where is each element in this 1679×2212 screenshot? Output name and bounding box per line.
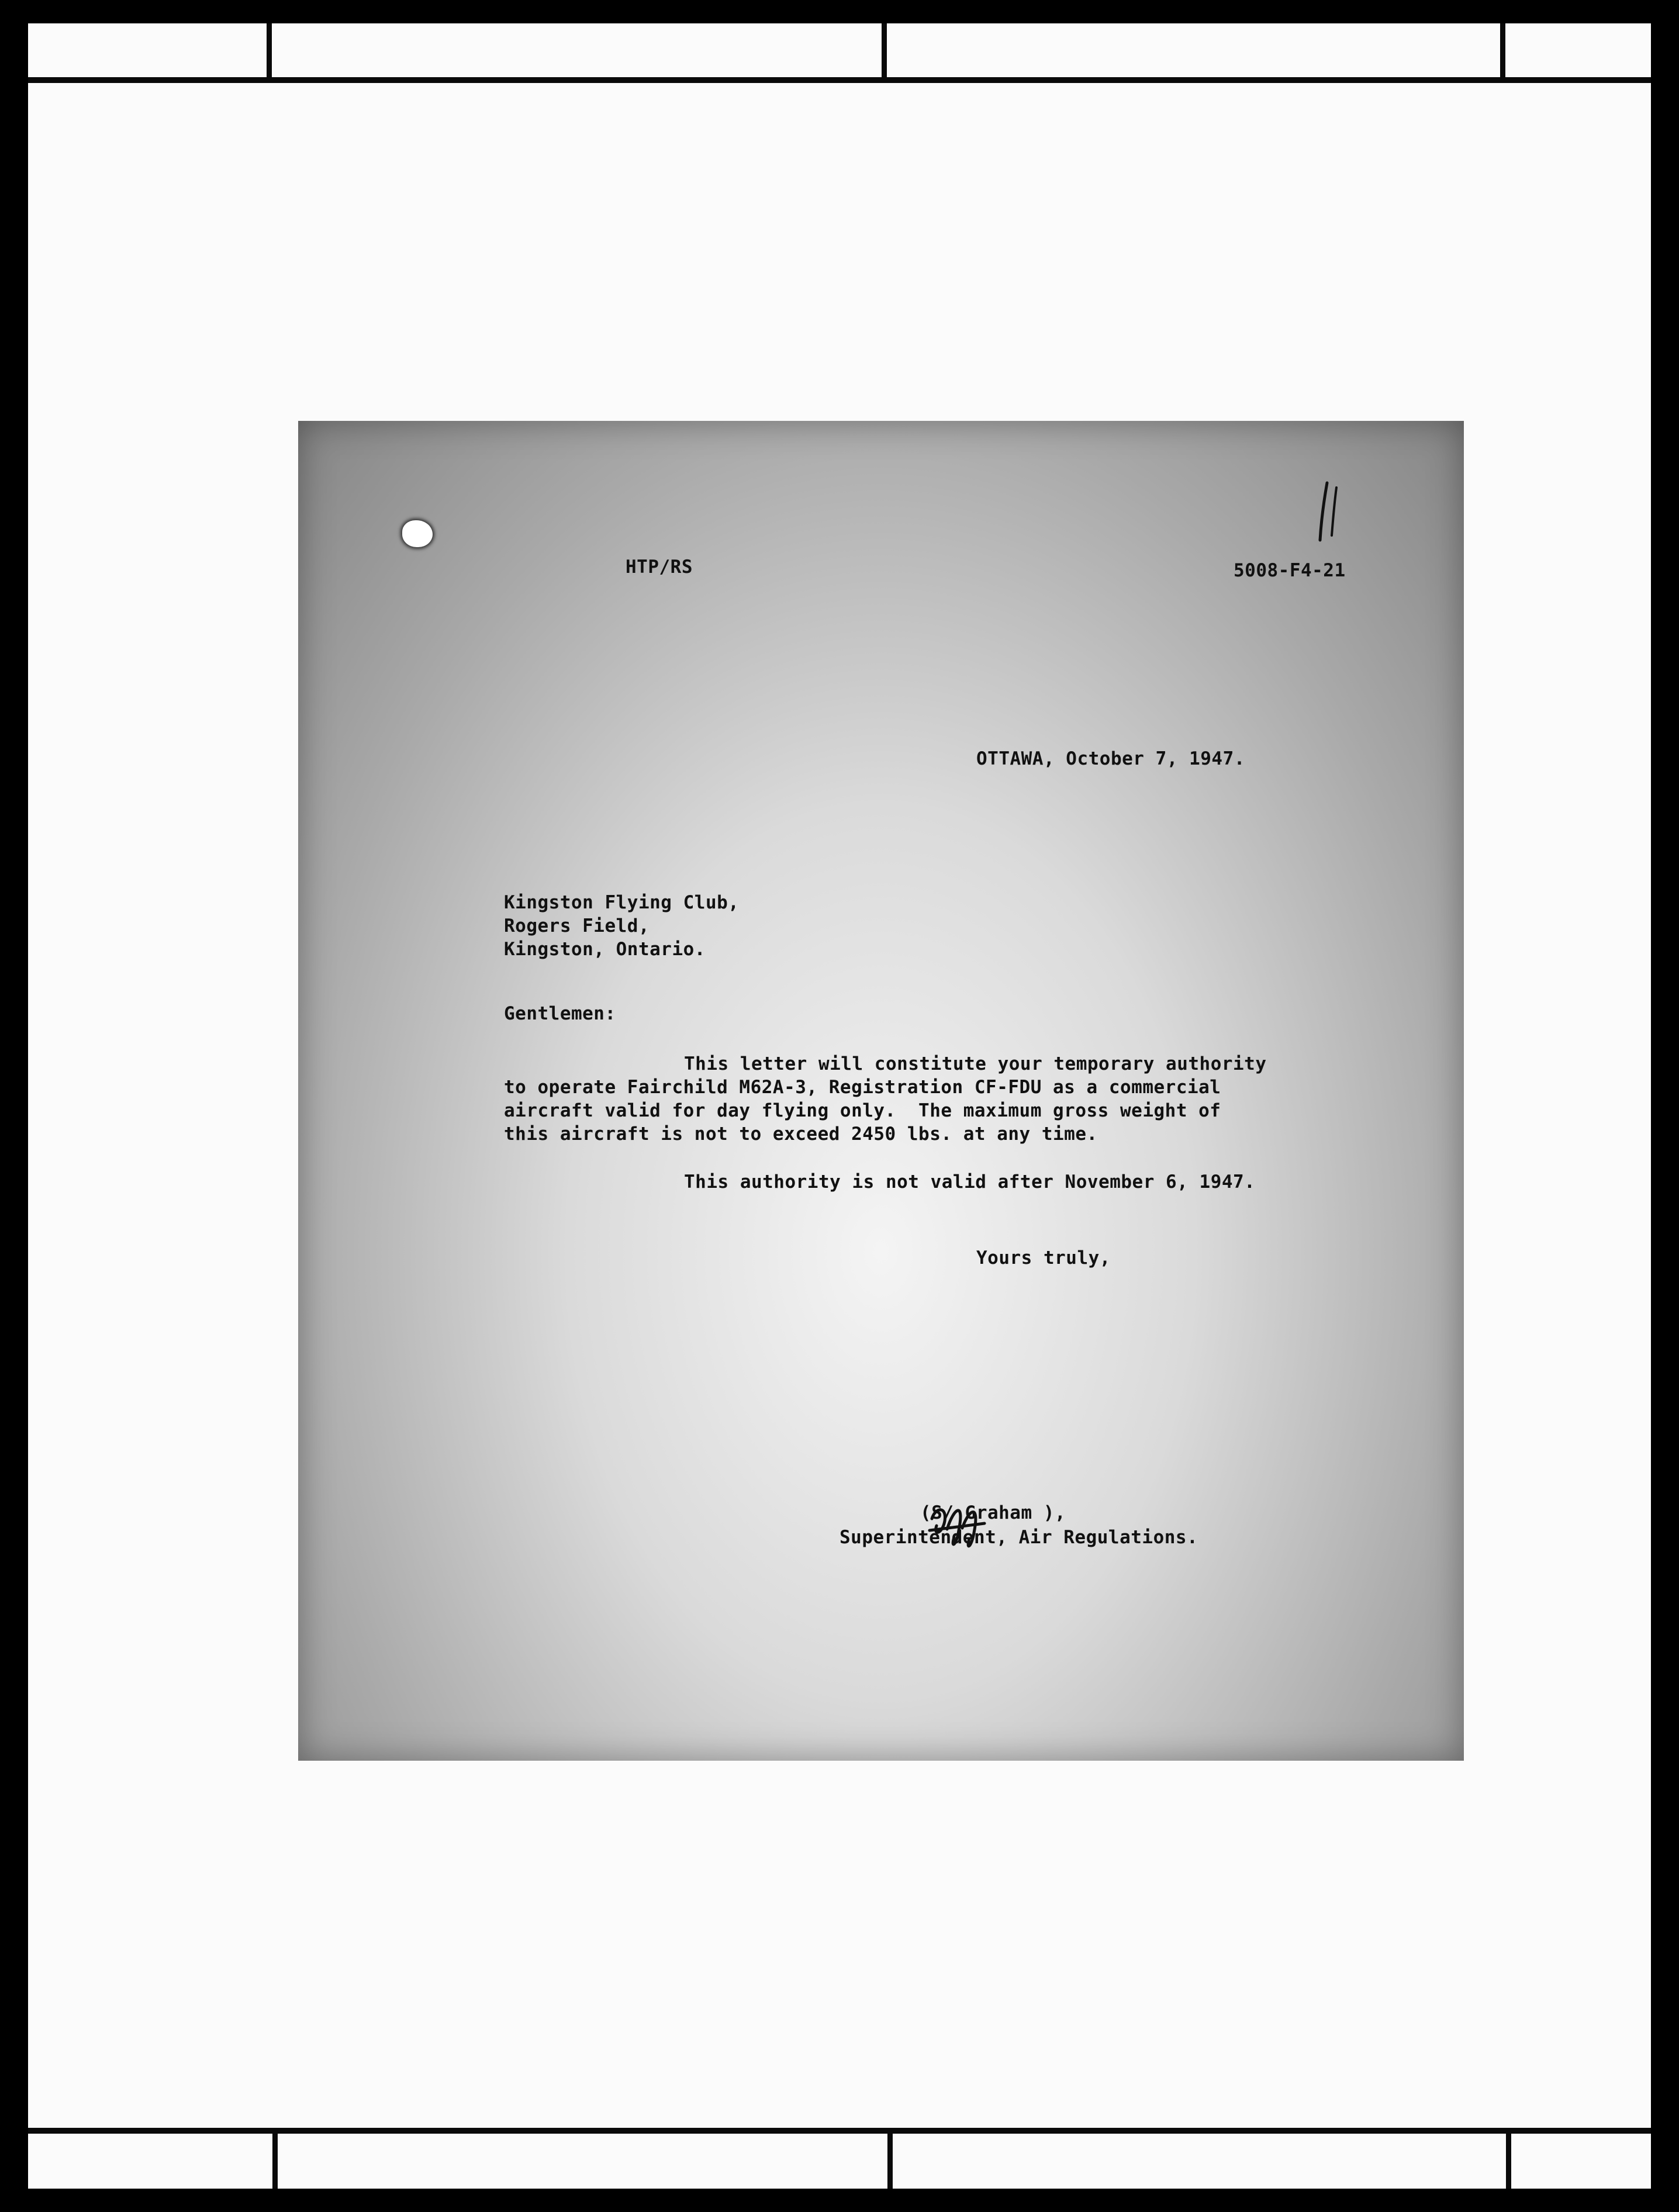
recipient-line-1: Kingston Flying Club, xyxy=(504,892,740,913)
date-line: OTTAWA, October 7, 1947. xyxy=(976,748,1245,769)
body-line-2: to operate Fairchild M62A-3, Registration CF-FDU as a commercial xyxy=(504,1077,1221,1098)
bottom-divider-3 xyxy=(1506,2130,1511,2189)
bottom-rule xyxy=(28,2128,1651,2134)
recipient-line-3: Kingston, Ontario. xyxy=(504,939,706,960)
signatory-title: Superintendent, Air Regulations. xyxy=(840,1527,1198,1548)
top-divider-3 xyxy=(1500,23,1505,80)
file-reference-number: 5008-F4-21 xyxy=(1234,560,1346,581)
letter-photo xyxy=(298,421,1464,1761)
punch-hole xyxy=(402,520,433,547)
bottom-divider-1 xyxy=(272,2130,278,2189)
body-line-1: This letter will constitute your temporary authority xyxy=(684,1053,1267,1074)
handwritten-page-number xyxy=(1310,479,1345,544)
signature-line: (S/ Graham ), xyxy=(920,1502,1066,1523)
top-divider-1 xyxy=(267,23,272,80)
reference-initials: HTP/RS xyxy=(626,557,693,578)
recipient-line-2: Rogers Field, xyxy=(504,915,650,936)
top-divider-2 xyxy=(882,23,887,80)
body-line-3: aircraft valid for day flying only. The maximum gross weight of xyxy=(504,1100,1221,1121)
validity-line: This authority is not valid after November 6, 1947. xyxy=(684,1171,1256,1193)
bottom-divider-2 xyxy=(887,2130,893,2189)
closing: Yours truly, xyxy=(976,1247,1111,1269)
salutation: Gentlemen: xyxy=(504,1003,616,1024)
body-line-4: this aircraft is not to exceed 2450 lbs. at any time. xyxy=(504,1124,1098,1145)
